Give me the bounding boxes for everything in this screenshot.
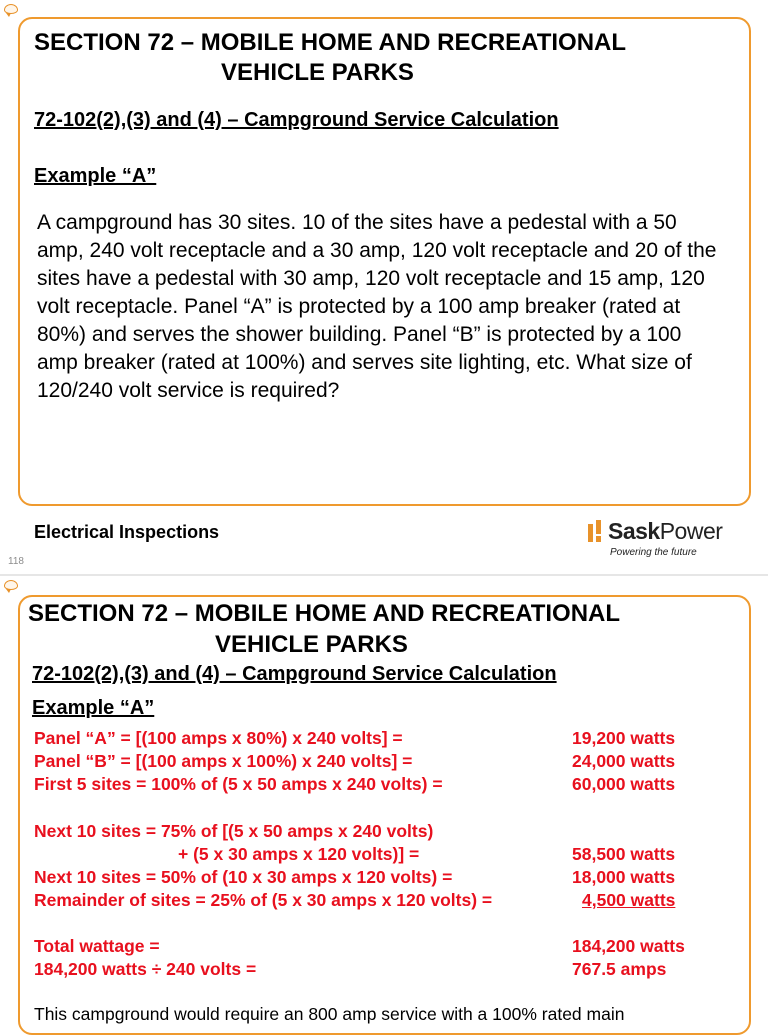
calc-row-label: + (5 x 30 amps x 120 volts)] = [178, 844, 420, 864]
page-number: 118 [8, 556, 24, 567]
slide-2 [0, 576, 768, 1024]
amps-value: 767.5 amps [572, 959, 667, 979]
section-subtitle: 72-102(2),(3) and (4) – Campground Service Calculation [32, 663, 557, 685]
saskpower-logo-mark-icon [588, 520, 604, 542]
footer-text: Electrical Inspections [34, 522, 220, 542]
calc-row-label: Remainder of sites = 25% of (5 x 30 amps x 120 volts) = [34, 890, 493, 910]
calc-row-label: Next 10 sites = 75% of [(5 x 50 amps x 240 volts) [34, 821, 434, 841]
slide-title-line-1: SECTION 72 – MOBILE HOME AND RECREATIONAL [34, 29, 627, 56]
example-label: Example “A” [32, 697, 155, 719]
logo-tagline: Powering the future [610, 547, 697, 558]
calc-row-value: 60,000 watts [572, 774, 676, 794]
calc-row-label: Panel “A” = [(100 amps x 80%) x 240 volts] = [34, 728, 403, 748]
amps-label: 184,200 watts ÷ 240 volts = [34, 959, 257, 979]
calc-row-value: 24,000 watts [572, 751, 676, 771]
content-panel [18, 17, 751, 506]
example-label: Example “A” [34, 165, 157, 187]
slide-title-line-2: VEHICLE PARKS [221, 59, 414, 86]
conclusion-text: This campground would require an 800 amp service with a 100% rated main [34, 1004, 625, 1024]
section-subtitle: 72-102(2),(3) and (4) – Campground Service Calculation [34, 109, 559, 131]
comment-icon[interactable] [4, 580, 18, 590]
calc-row-label: Next 10 sites = 50% of (10 x 30 amps x 120 volts) = [34, 867, 453, 887]
total-value: 184,200 watts [572, 936, 685, 956]
calc-row-value: 18,000 watts [572, 867, 676, 887]
saskpower-logo [588, 518, 738, 562]
slide-title-line-2: VEHICLE PARKS [215, 631, 408, 658]
calc-row-label: First 5 sites = 100% of (5 x 50 amps x 240 volts) = [34, 774, 443, 794]
comment-icon[interactable] [4, 4, 18, 14]
calc-row-value: 19,200 watts [572, 728, 676, 748]
logo-wordmark-part-2: Power [659, 518, 723, 544]
calc-row-value: 4,500 watts [582, 890, 676, 910]
problem-statement: A campground has 30 sites. 10 of the sites have a pedestal with a 50 amp, 240 volt receptacle and a 30 amp, 120 volt receptacle and 20 of the sites have a pedestal with 30 amp, 120 volt receptacle and 15 amp, 120 volt receptacle. Panel “A” is protected by a 100 amp breaker (rated at 80%) and serves the shower building. Panel “B” is protected by a 100 amp breaker (rated at 100%) and serves site lighting, etc. What size of 120/240 volt service is required? [37, 211, 717, 402]
slide-title-line-1: SECTION 72 – MOBILE HOME AND RECREATIONAL [28, 600, 621, 627]
total-label: Total wattage = [34, 936, 160, 956]
calc-row-value: 58,500 watts [572, 844, 676, 864]
calc-row-label: Panel “B” = [(100 amps x 100%) x 240 volts] = [34, 751, 413, 771]
logo-wordmark-part-1: Sask [608, 518, 660, 544]
logo-wordmark [608, 518, 722, 545]
